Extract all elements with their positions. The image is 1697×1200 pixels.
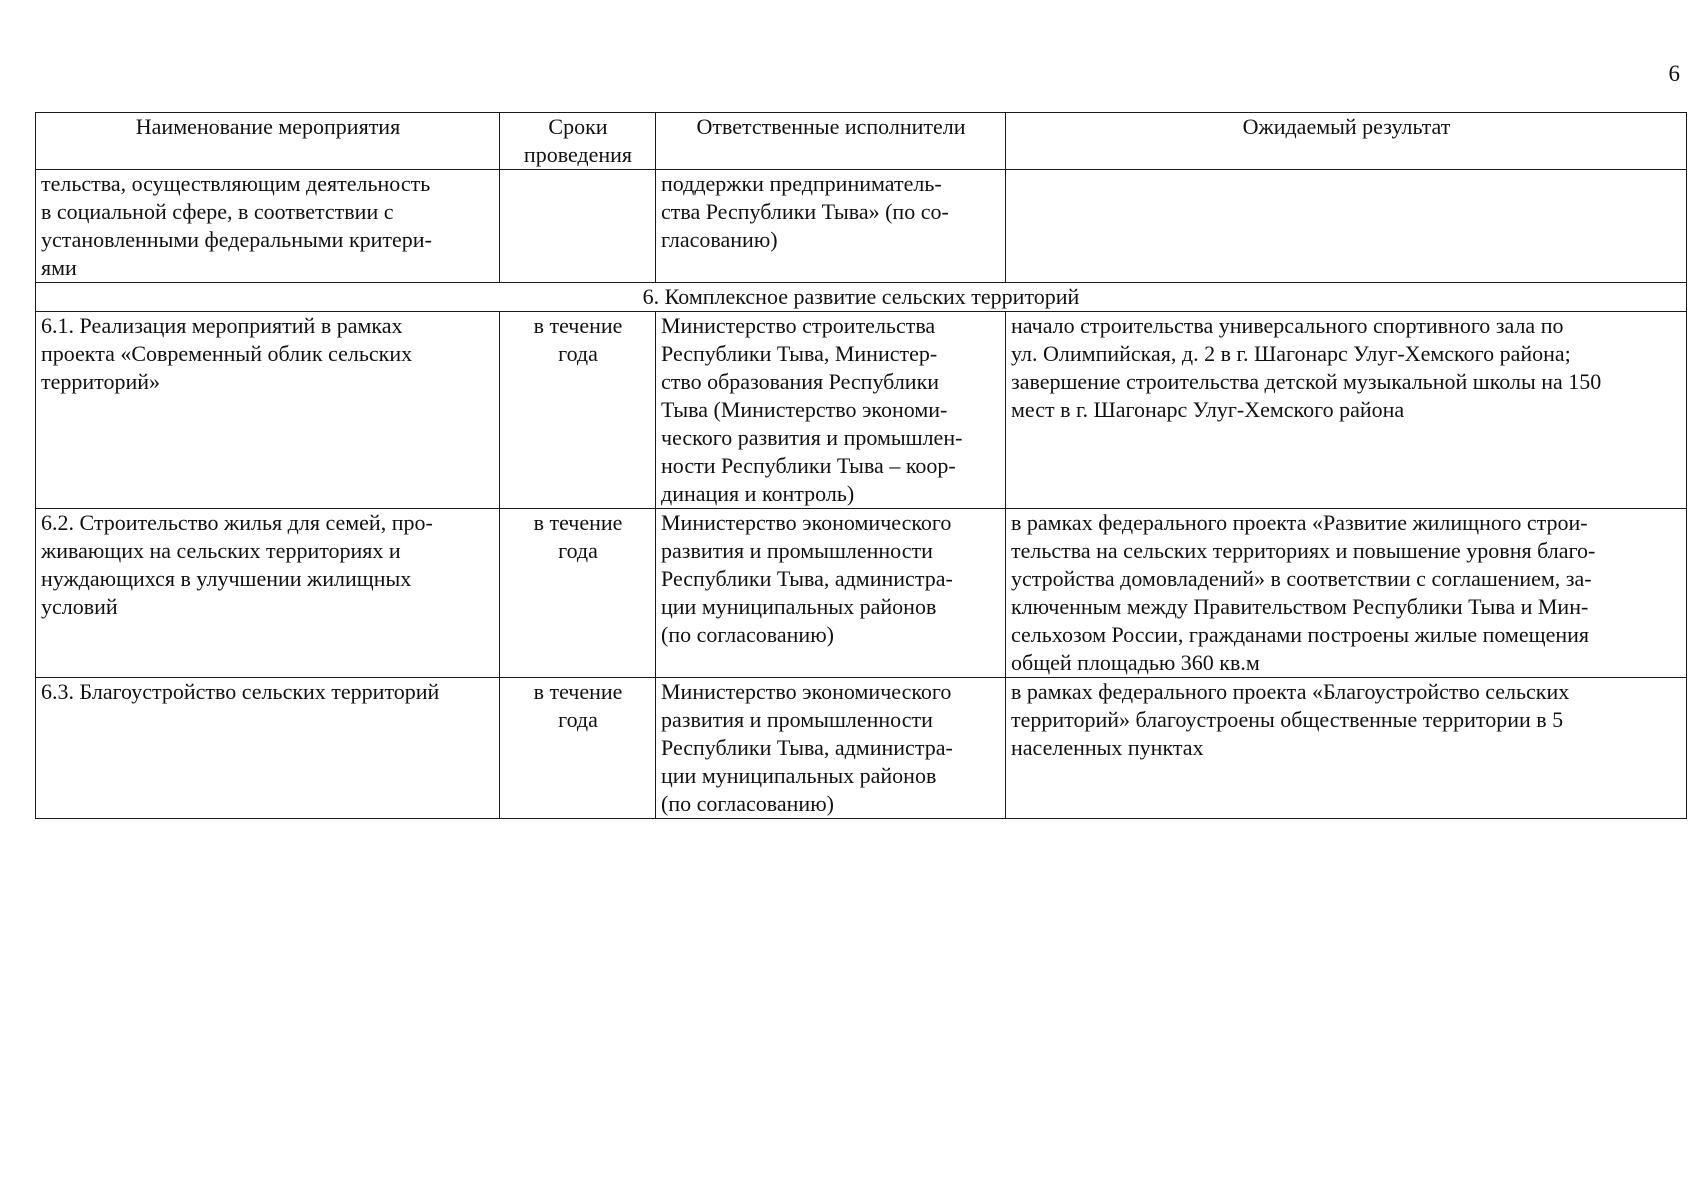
cell-executors: Министерство экономического развития и промышленности Республики Тыва, администра- ции муниципальных районов (по согласованию) [656, 678, 1006, 819]
cell-executors: поддержки предприниматель- ства Республики Тыва» (по со- гласованию) [656, 170, 1006, 283]
cell-event-name: 6.3. Благоустройство сельских территорий [36, 678, 500, 819]
table-row [36, 312, 1687, 509]
section-row [36, 283, 1687, 312]
header-expected-result: Ожидаемый результат [1006, 113, 1687, 170]
cell-expected-result [1006, 170, 1687, 283]
header-executors: Ответственные исполнители [656, 113, 1006, 170]
cell-expected-result: в рамках федерального проекта «Развитие жилищного строи- тельства на сельских территориях и повышение уровня благо- устройства домовладений» в соответствии с соглашением, за- ключенным между Правительством Республики Тыва и Мин- сельхозом России, гражданами построены жилые помещения общей площадью 360 кв.м [1006, 509, 1687, 678]
cell-event-name: 6.1. Реализация мероприятий в рамках проекта «Современный облик сельских территорий» [36, 312, 500, 509]
cell-event-name: 6.2. Строительство жилья для семей, про- живающих на сельских территориях и нуждающихся в улучшении жилищных условий [36, 509, 500, 678]
page-number: 6 [1668, 61, 1680, 86]
cell-term: в течение года [500, 678, 656, 819]
cell-executors: Министерство экономического развития и промышленности Республики Тыва, администра- ции муниципальных районов (по согласованию) [656, 509, 1006, 678]
table-row [36, 509, 1687, 678]
events-table [35, 112, 1687, 819]
header-term: Сроки проведения [500, 113, 656, 170]
cell-executors: Министерство строительства Республики Тыва, Министер- ство образования Республики Тыва (Министерство экономи- ческого развития и промышлен- ности Республики Тыва – коор- динация и контроль) [656, 312, 1006, 509]
section-title: 6. Комплексное развитие сельских территорий [36, 283, 1687, 312]
header-event-name: Наименование мероприятия [36, 113, 500, 170]
table-header-row [36, 113, 1687, 170]
cell-expected-result: в рамках федерального проекта «Благоустройство сельских территорий» благоустроены общественные территории в 5 населенных пунктах [1006, 678, 1687, 819]
cell-term [500, 170, 656, 283]
table-row [36, 678, 1687, 819]
cell-event-name: тельства, осуществляющим деятельность в социальной сфере, в соответствии с установленными федеральными критери- ями [36, 170, 500, 283]
table-row-continuation [36, 170, 1687, 283]
cell-term: в течение года [500, 312, 656, 509]
cell-term: в течение года [500, 509, 656, 678]
cell-expected-result: начало строительства универсального спортивного зала по ул. Олимпийская, д. 2 в г. Шагонарс Улуг-Хемского района; завершение строительства детской музыкальной школы на 150 мест в г. Шагонарс Улуг-Хемского района [1006, 312, 1687, 509]
